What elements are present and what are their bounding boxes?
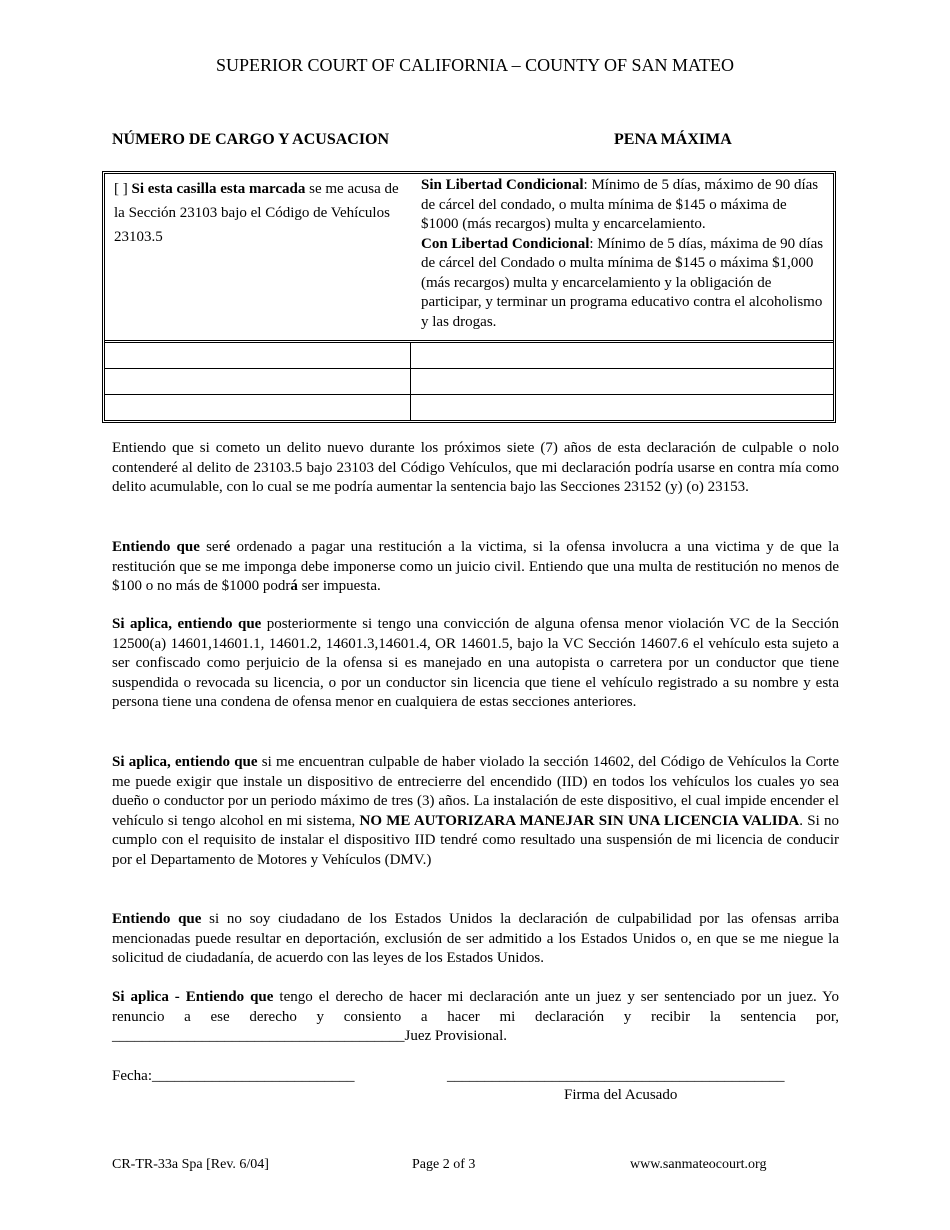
- empty-cell[interactable]: [410, 395, 833, 421]
- charge-row: [105, 174, 833, 342]
- empty-row: [105, 342, 833, 369]
- empty-cell[interactable]: [410, 369, 833, 395]
- empty-cell[interactable]: [105, 395, 410, 421]
- penalty-cell: [410, 174, 833, 342]
- probation-label: Con Libertad Condicional: [421, 235, 590, 252]
- empty-cell[interactable]: [410, 342, 833, 369]
- p4-text: si me encuentran culpable de haber violado la sección 14602, del Código de Vehículos la Corte me puede exigir que instale un dispositivo de entrecierre del encendido (IID) en todos los vehículos los cuales yo sea dueño o conductor por un periodo máximo de tres (3) años. La instalación de este dispositivo, el cual impide encender el vehículo si tengo alcohol en mi sistema,: [112, 754, 839, 829]
- empty-cell[interactable]: [105, 369, 410, 395]
- p2-text: ordenado a pagar una restitución a la victima, si la ofensa involucra a una victima y de que la restitución que se me imponga debe imponerse como un juicio civil. Entiendo que una multa de restitución no menos de $100 o no más de $1000 podr: [112, 539, 839, 594]
- p2-text: ser impuesta.: [297, 578, 381, 594]
- paragraph-recidivism: Entiendo que si cometo un delito nuevo durante los próximos siete (7) años de esta declaración de culpable o nolo contenderé al delito de 23103.5 bajo 23103 del Código Vehículos, que mi declaración podría usarse en contra mía como delito acumulable, con lo cual se me podría aumentar la sentencia bajo las Secciones 23152 (y) (o) 23153.: [112, 440, 839, 495]
- penalty-heading: PENA MÁXIMA: [614, 131, 732, 148]
- p2-lead: Entiendo que: [112, 539, 200, 555]
- p6-lead: Si aplica - Entiendo que: [112, 989, 274, 1005]
- signature-line[interactable]: _____________________________________________: [447, 1068, 785, 1084]
- no-probation-text: : Mínimo de 5 días, máximo de 90 días de cárcel del condado, o multa mínima de $145 o máxima de $1000 (más recargos) multa y encarcelamiento.: [421, 177, 819, 232]
- empty-row: [105, 395, 833, 421]
- signature-caption: Firma del Acusado: [564, 1087, 678, 1103]
- paragraph-impound: [112, 615, 839, 713]
- charges-table: [102, 171, 836, 423]
- p4-text-end: . Si no cumplo con el requisito de instalar el dispositivo IID tendré como resultado una suspensión de mi licencia de conducir por el Departamento de Motores y Vehículos (DMV.): [112, 812, 839, 868]
- charge-checkbox[interactable]: [ ]: [114, 181, 128, 197]
- form-id: CR-TR-33a Spa [Rev. 6/04]: [112, 1157, 269, 1172]
- empty-row: [105, 369, 833, 395]
- paragraph-immigration: [112, 910, 839, 969]
- p6-text: tengo el derecho de hacer mi declaración ante un juez y ser sentenciado por un juez. Yo renuncio a ese derecho y consiento a hacer mi declaración y recibir la sentencia por,: [112, 989, 839, 1025]
- p3-text: posteriormente si tengo una convicción de alguna ofensa menor violación VC de la Sección 12500(a) 14601,14601.1, 14601.2, 14601.3,14601.4, OR 14601.5, bajo la VC Sección 14607.6 el vehículo esta sujeto a ser confiscado como perjuicio de la ofensa si es manejado en una autopista o carretera por un conductor que tiene suspendida o revocada su licencia, o por un conductor sin licencia que tiene el vehículo registrado a su nombre y esta persona tiene una condena de ofensa menor en cualquiera de estas secciones anteriores.: [112, 616, 839, 710]
- charge-heading: NÚMERO DE CARGO Y ACUSACION: [112, 131, 390, 148]
- charge-cell: [105, 174, 410, 342]
- page-number: Page 2 of 3: [412, 1157, 476, 1172]
- date-field: [112, 1068, 354, 1085]
- date-label: Fecha:: [112, 1068, 152, 1084]
- p5-lead: Entiendo que: [112, 911, 202, 927]
- court-title: SUPERIOR COURT OF CALIFORNIA – COUNTY OF SAN MATEO: [216, 55, 734, 75]
- charge-description: se me acusa de la Sección 23103 bajo el Código de Vehículos 23103.5: [114, 181, 399, 245]
- empty-cell[interactable]: [105, 342, 410, 369]
- no-probation-label: Sin Libertad Condicional: [421, 177, 584, 193]
- p4-lead: Si aplica, entiendo que: [112, 754, 258, 770]
- website-link[interactable]: www.sanmateocourt.org: [630, 1157, 767, 1172]
- p3-lead: Si aplica, entiendo que: [112, 616, 262, 632]
- p2-accent: é: [223, 539, 231, 555]
- p5-text: si no soy ciudadano de los Estados Unidos la declaración de culpabilidad por las ofensas arriba mencionadas puede resultar en deportación, exclusión de ser admitido a los Estados Unidos o, en que se me niegue la solicitud de ciudadanía, de acuerdo con las leyes de los Estados Unidos.: [112, 911, 839, 966]
- probation-text: : Mínimo de 5 días, máxima de 90 días de cárcel del Condado o multa mínima de $145 o máxima $1,000 (más recargos) multa y encarcelamiento y la obligación de participar, y terminar un programa educativo contra el alcoholismo y las drogas.: [421, 235, 824, 330]
- paragraph-restitution: [112, 538, 839, 597]
- judge-blank-line[interactable]: _______________________________________: [112, 1028, 405, 1044]
- p6-end: Juez Provisional.: [404, 1028, 507, 1044]
- paragraph-iid: [112, 753, 839, 870]
- p2-text: ser: [199, 539, 224, 555]
- p4-warning: NO ME AUTORIZARA MANEJAR SIN UNA LICENCIA VALIDA: [359, 812, 800, 829]
- p2-accent: á: [290, 578, 298, 594]
- paragraph-judge-waiver: [112, 988, 839, 1047]
- checkbox-label: Si esta casilla esta marcada: [131, 181, 306, 197]
- date-line[interactable]: ___________________________: [151, 1068, 355, 1084]
